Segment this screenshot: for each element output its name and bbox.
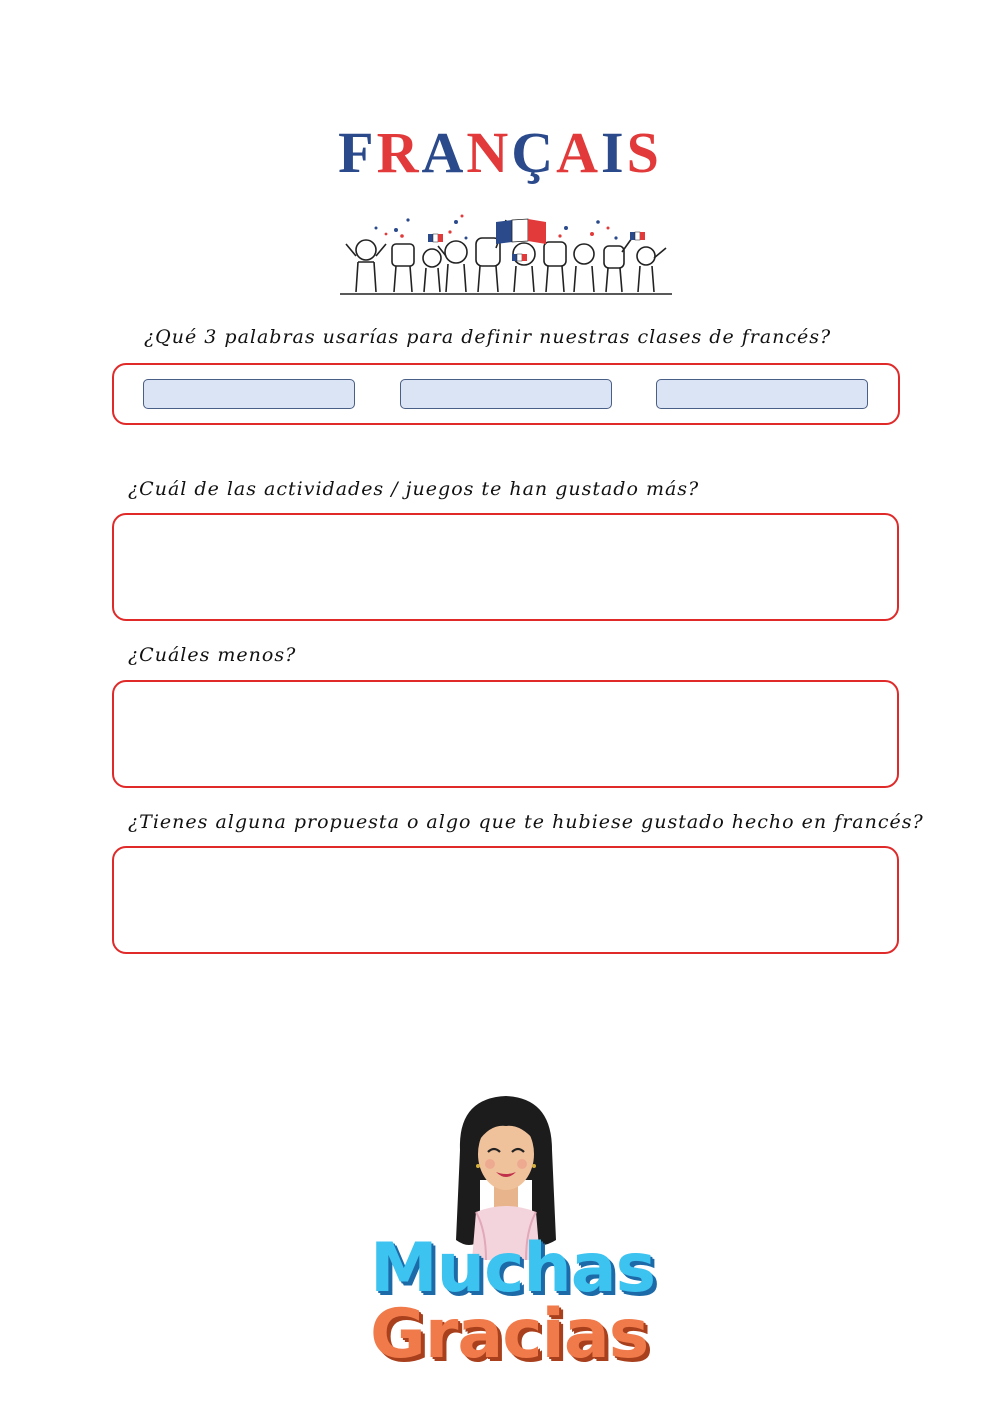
proposal-answer[interactable] [120,854,895,950]
question-least-favorite: ¿Cuáles menos? [128,644,297,666]
thanks-line-2: Gracias [370,1295,649,1374]
title-letter: F [338,120,377,185]
word-input-2[interactable] [400,379,612,409]
least-favorite-box [112,680,899,788]
proposal-box [112,846,899,954]
word-input-1[interactable] [143,379,355,409]
favorite-activities-answer[interactable] [120,521,895,617]
title-letter: I [601,120,627,185]
question-favorite-activities: ¿Cuál de las actividades / juegos te han gustado más? [128,478,700,500]
title-letter: A [421,120,467,185]
title-letter: R [376,120,422,185]
title-letter: A [556,120,602,185]
three-words-box [112,363,900,425]
title-letter: Ç [511,120,557,185]
thanks-line-1: Muchas [370,1229,656,1308]
title-letter: S [626,120,662,185]
least-favorite-answer[interactable] [120,688,895,784]
word-input-3[interactable] [656,379,868,409]
title-letter: N [466,120,512,185]
favorite-activities-box [112,513,899,621]
question-proposal: ¿Tienes alguna propuesta o algo que te hubiese gustado hecho en francés? [128,811,924,833]
celebrating-crowd-illustration [336,208,676,300]
worksheet-title [0,118,1000,188]
question-three-words: ¿Qué 3 palabras usarías para definir nuestras clases de francés? [144,326,832,348]
